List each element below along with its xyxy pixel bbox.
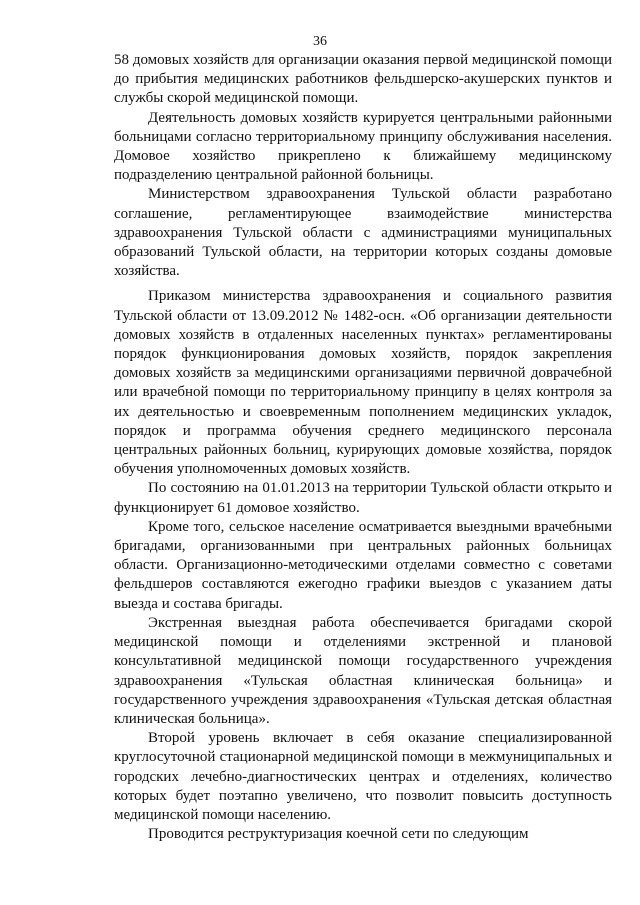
paragraph-second-level: Второй уровень включает в себя оказание специализированной круглосуточной стационарной медицинской помощи в межмуниципальных и городских лечебно-диагностических центрах и отделениях, количество которых будет поэтапно увеличено, что позволит повысить доступность медицинской помощи населению.	[114, 730, 612, 823]
paragraph-mobile-teams: Кроме того, сельское население осматривается выездными врачебными бригадами, организованными при центральных районных больницах области. Организационно-методическими отделами совместно с советами фельдшеров составляются ежегодно графики выездов с указанием даты выезда и состава бригады.	[114, 518, 612, 612]
paragraph-continuation: 58 домовых хозяйств для организации оказания первой медицинской помощи до прибытия медицинских работников фельдшерско-акушерских пунктов и службы скорой медицинской помощи.	[114, 52, 612, 107]
page-number: 36	[313, 34, 327, 49]
paragraph-agreement: Министерством здравоохранения Тульской области разработано соглашение, регламентирующее взаимодействие министерства здравоохранения Тульской области с администрациями муниципальных образований Тульской области, на территории которых созданы домовые хозяйства.	[114, 186, 612, 280]
paragraph-status: По состоянию на 01.01.2013 на территории Тульской области открыто и функционирует 61 домовое хозяйство.	[114, 480, 612, 516]
paragraph-order: Приказом министерства здравоохранения и социального развития Тульской области от 13.09.2012 № 1482-осн. «Об организации деятельности домовых хозяйств в отдаленных населенных пунктах» регламентированы порядок функционирования домовых хозяйств, порядок закрепления домовых хозяйств за медицинскими организациями первичной доврачебной или врачебной помощи по территориальному принципу в целях контроля за их деятельностью и своевременным пополнением медицинских укладок, порядок и программа обучения среднего медицинского персонала центральных районных больниц, курирующих домовые хозяйства, порядок обучения уполномоченных домовых хозяйств.	[114, 288, 612, 478]
paragraph-supervision: Деятельность домовых хозяйств курируется центральными районными больницами согласно территориальному принципу обслуживания населения. Домовое хозяйство прикреплено к ближайшему медицинскому подразделению центральной районной больницы.	[114, 109, 612, 184]
document-body	[114, 51, 612, 844]
paragraph-restructuring: Проводится реструктуризация коечной сети по следующим	[148, 826, 529, 843]
paragraph-emergency: Экстренная выездная работа обеспечивается бригадами скорой медицинской помощи и отделениями экстренной и плановой консультативной медицинской помощи государственного учреждения здравоохранения «Тульская областная клиническая больница» и государственного учреждения здравоохранения «Тульская детская областная клиническая больница».	[114, 614, 612, 727]
